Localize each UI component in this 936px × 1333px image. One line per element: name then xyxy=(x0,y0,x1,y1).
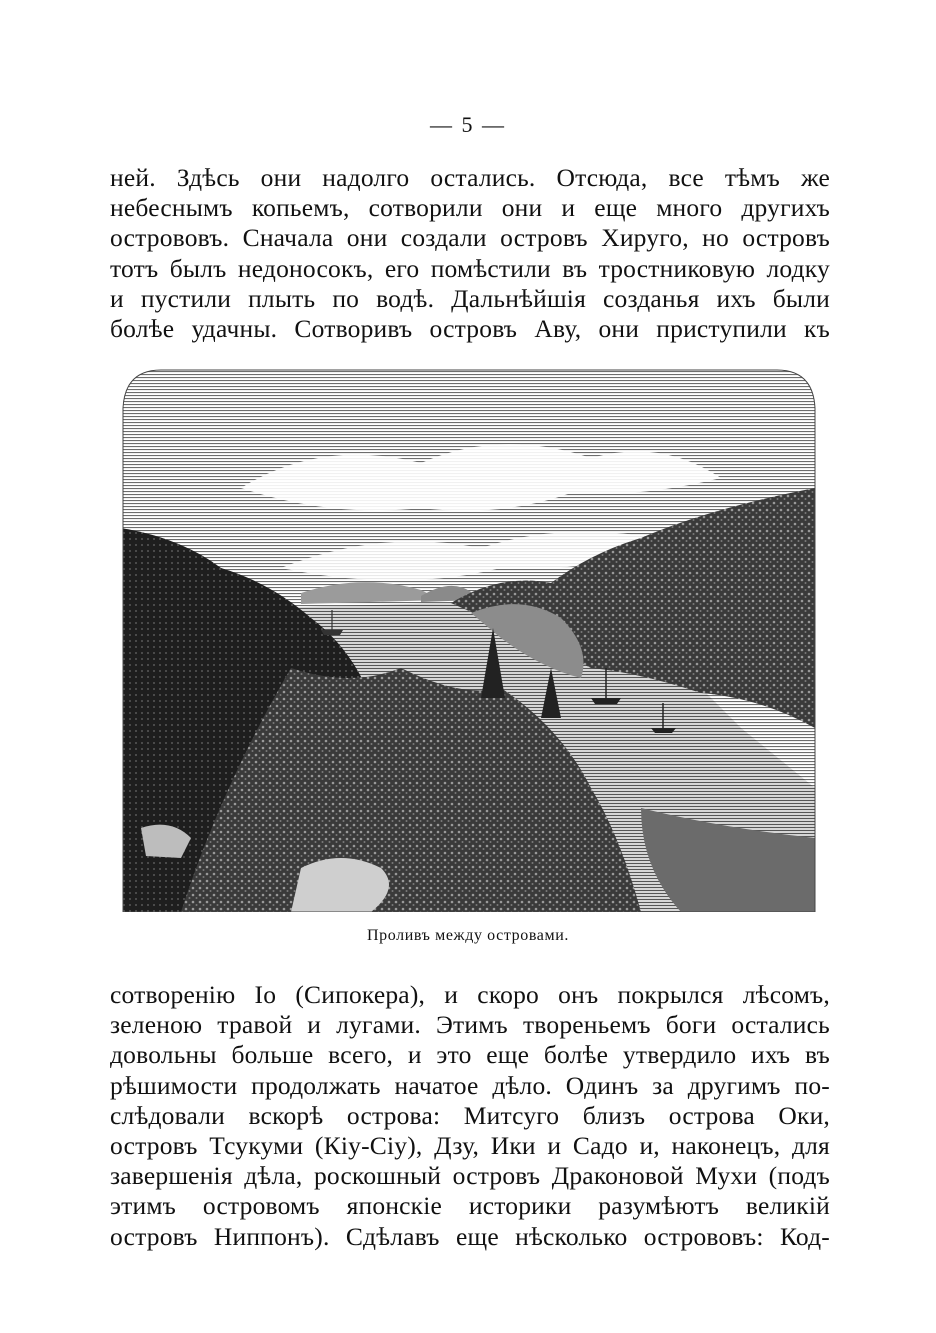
text-line: слѣдовали вскорѣ острова: Митсуго близъ острова Оки, xyxy=(110,1100,830,1130)
text-line: и пустили плыть по водѣ. Дальнѣйшія созданья ихъ были xyxy=(110,283,830,313)
page-number: — 5 — xyxy=(430,112,506,137)
paragraph-top xyxy=(110,163,830,344)
text-line: островъ Тсукуми (Кіу-Сіу), Дзу, Ики и Садо и, наконецъ, для xyxy=(110,1131,830,1161)
text-line: завершенія дѣла, роскошный островъ Драконовой Мухи (подъ xyxy=(110,1161,830,1191)
text-line: болѣе удачны. Сотворивъ островъ Аву, они приступили къ xyxy=(110,314,830,344)
text-line: довольны больше всего, и это еще болѣе утвердило ихъ въ xyxy=(110,1040,830,1070)
text-line: сотворенію Іо (Сипокера), и скоро онъ покрылся лѣсомъ, xyxy=(110,980,830,1009)
illustration-caption: Проливъ между островами. xyxy=(367,927,569,944)
text-line: ней. Здѣсь они надолго остались. Отсюда, все тѣмъ же xyxy=(110,163,830,192)
engraving-illustration xyxy=(121,368,817,912)
text-line: рѣшимости продолжать начатое дѣло. Одинъ за другимъ по- xyxy=(110,1070,830,1100)
text-line: острововъ. Сначала они создали островъ Хируго, но островъ xyxy=(110,223,830,253)
paragraph-bottom xyxy=(110,980,830,1252)
text-line: островъ Ниппонъ). Сдѣлавъ еще нѣсколько острововъ: Код- xyxy=(110,1221,830,1251)
text-line: зеленою травой и лугами. Этимъ твореньемъ боги остались xyxy=(110,1010,830,1040)
text-line: этимъ островомъ японскіе историки разумѣютъ великій xyxy=(110,1191,830,1221)
text-line: тотъ былъ недоносокъ, его помѣстили въ тростниковую лодку xyxy=(110,253,830,283)
text-line: небеснымъ копьемъ, сотворили они и еще много другихъ xyxy=(110,193,830,223)
